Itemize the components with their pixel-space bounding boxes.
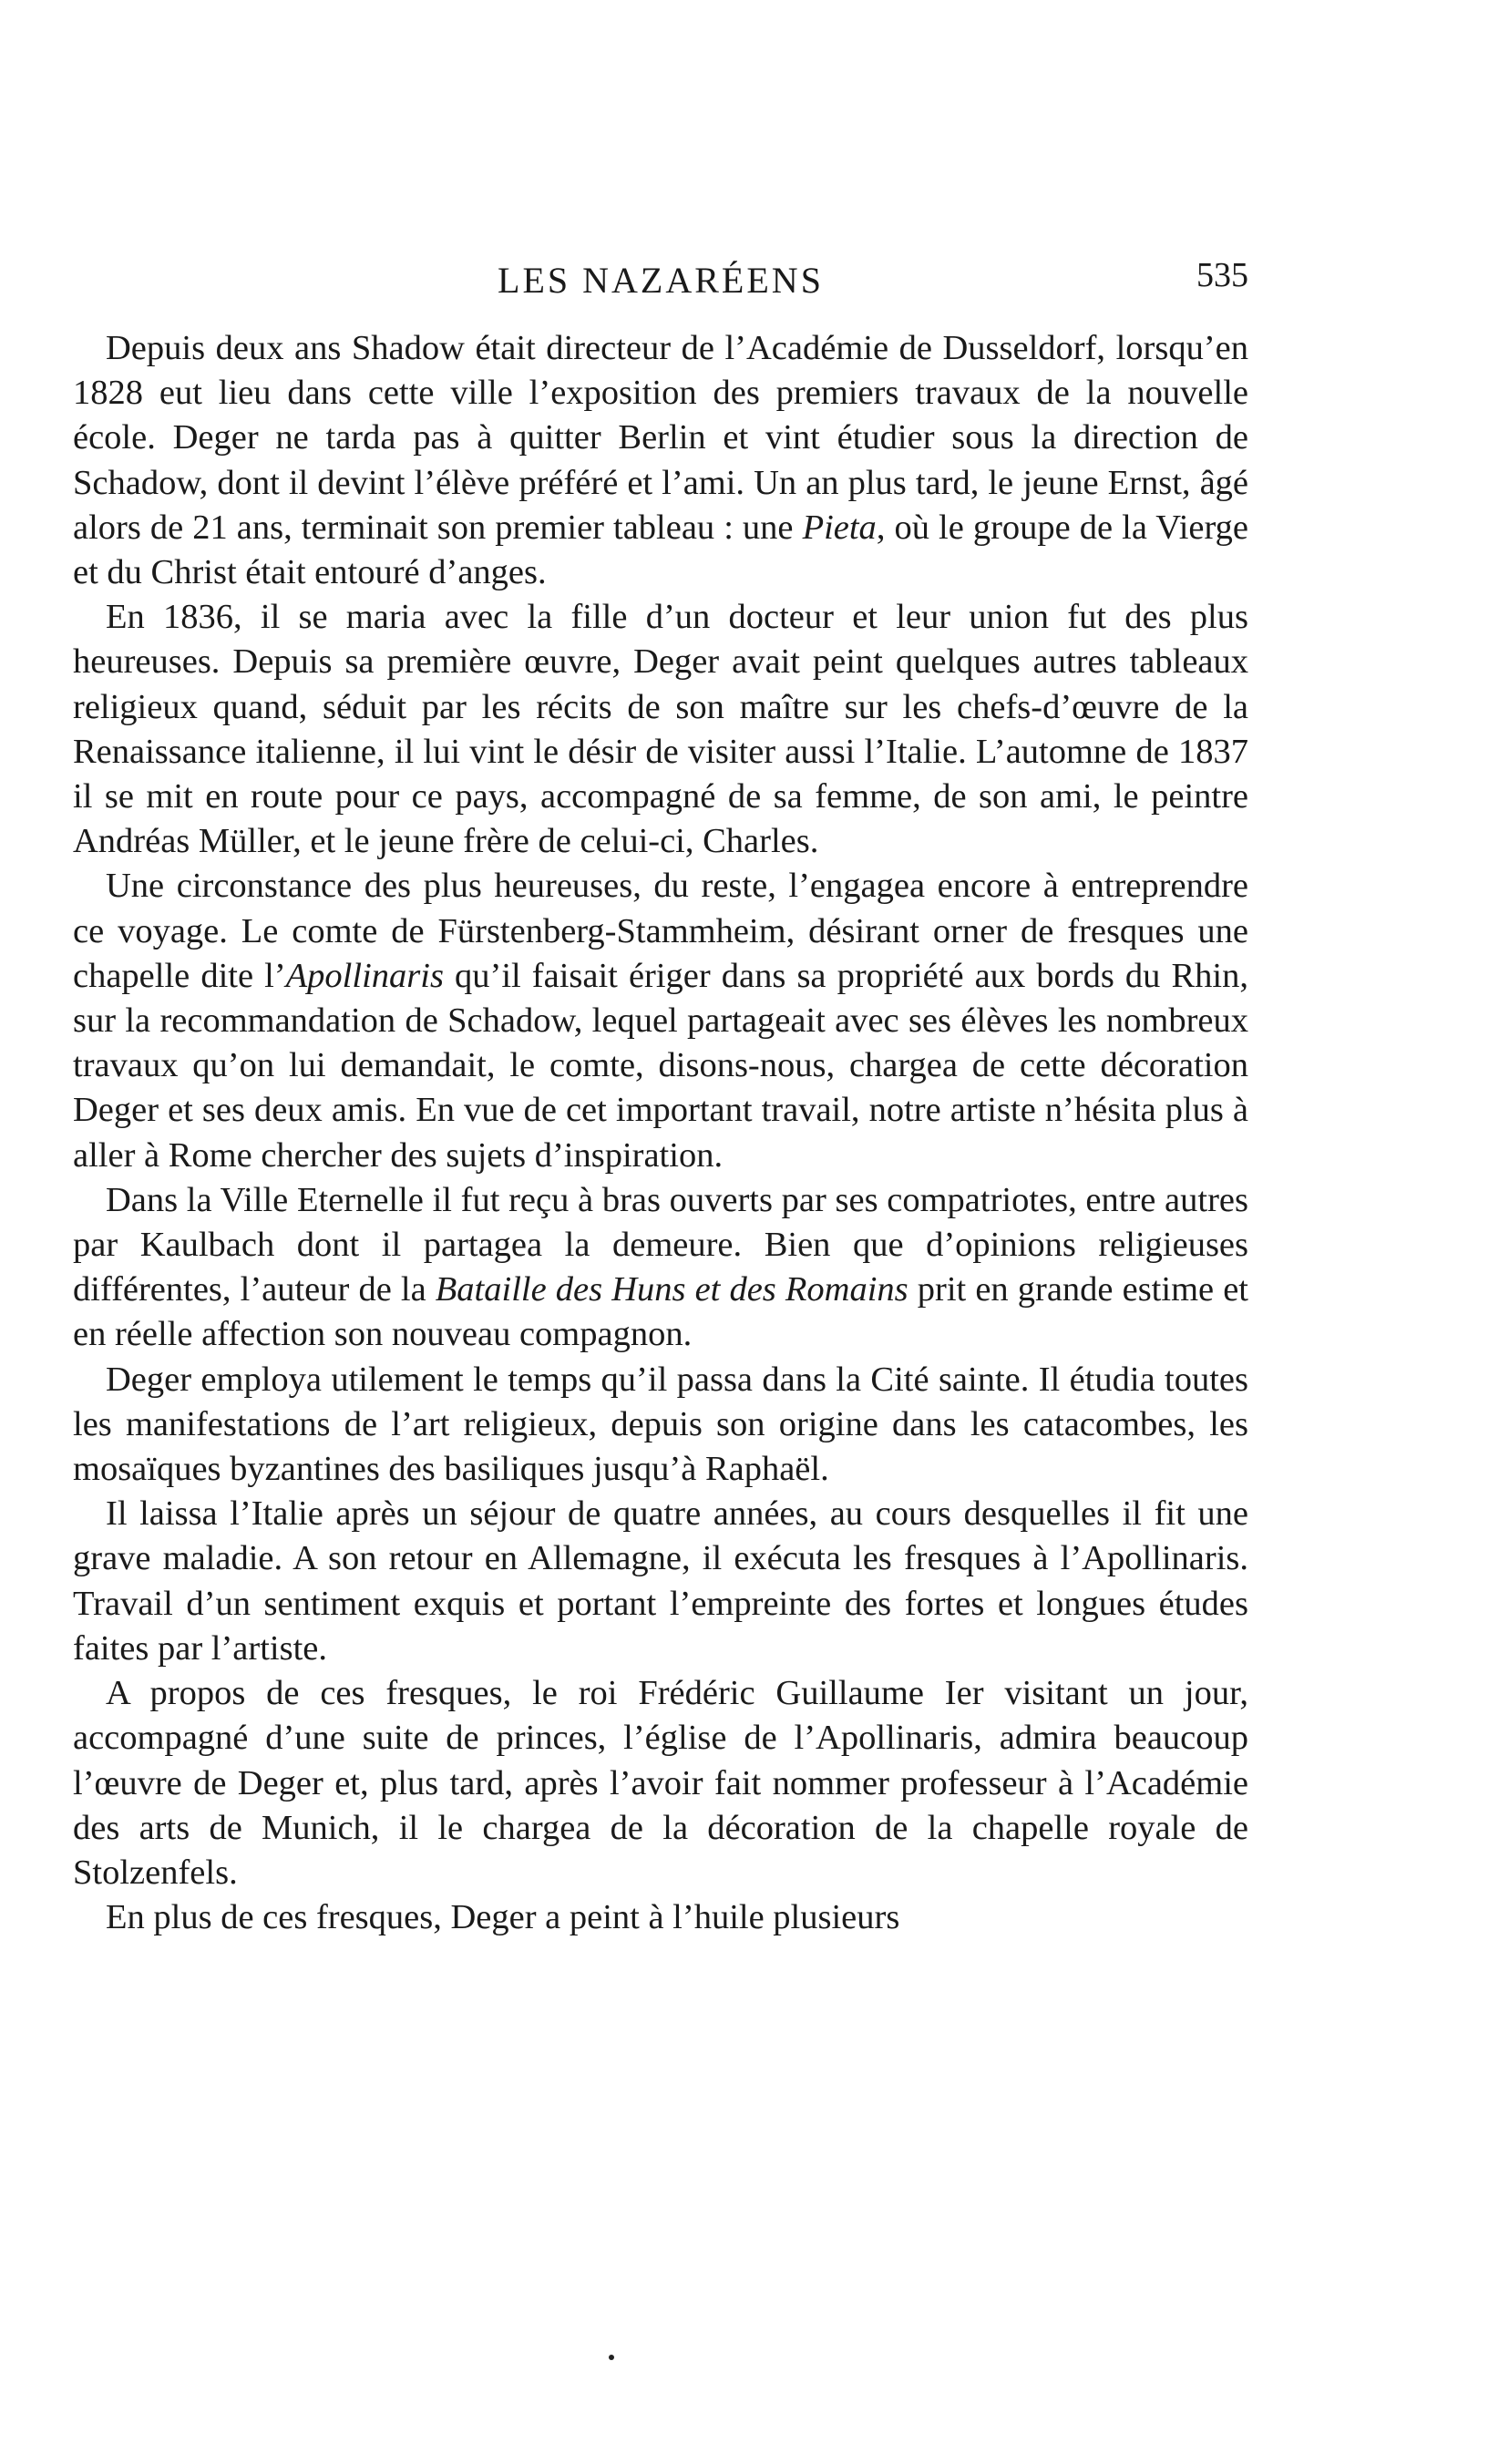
- paragraph-5: Deger employa utilement le temps qu’il passa dans la Cité sainte. Il étudia toutes les manifestations de l’art religieux, depuis son origine dans les catacombes, les mosaïques byzantines des basiliques jusqu’à Raphaël.: [73, 1360, 1248, 1489]
- paragraph-8: En plus de ces fresques, Deger a peint à l’huile plusieurs: [106, 1898, 900, 1937]
- running-head: [73, 255, 1248, 310]
- paragraph-3: Une circonstance des plus heureuses, du reste, l’engagea encore à entreprendre ce voyage. Le comte de Fürstenberg-Stammheim, désirant orner de fresques une chapelle dite l’Apollinaris qu’il faisait ériger dans sa propriété aux bords du Rhin, sur la recommandation de Schadow, lequel partageait avec ses élèves les nombreux travaux qu’on lui demandait, le comte, disons-nous, chargea de cette décoration Deger et ses deux amis. En vue de cet important travail, notre artiste n’hésita plus à aller à Rome chercher des sujets d’inspiration.: [73, 867, 1248, 1175]
- paragraph-1: Depuis deux ans Shadow était directeur de l’Académie de Dusseldorf, lorsqu’en 1828 eut lieu dans cette ville l’exposition des premiers travaux de la nouvelle école. Deger ne tarda pas à quitter Berlin et vint étudier sous la direction de Schadow, dont il devint l’élève préféré et l’ami. Un an plus tard, le jeune Ernst, âgé alors de 21 ans, terminait son premier tableau : une Pieta, où le groupe de la Vierge et du Christ était entouré d’anges.: [73, 329, 1248, 592]
- print-dot-mark: [609, 2355, 614, 2360]
- page-number: 535: [1196, 256, 1248, 294]
- body-text: [73, 326, 1248, 1940]
- paragraph-2: En 1836, il se maria avec la fille d’un docteur et leur union fut des plus heureuses. Depuis sa première œuvre, Deger avait peint quelques autres tableaux religieux quand, séduit par les récits de son maître sur les chefs-d’œuvre de la Renaissance italienne, il lui vint le désir de visiter aussi l’Italie. L’automne de 1837 il se mit en route pour ce pays, accompagné de sa femme, de son ami, le peintre Andréas Müller, et le jeune frère de celui-ci, Charles.: [73, 598, 1248, 861]
- paragraph-4: Dans la Ville Eternelle il fut reçu à bras ouverts par ses compatriotes, entre autres par Kaulbach dont il partagea la demeure. Bien que d’opinions religieuses différentes, l’auteur de la Bataille des Huns et des Romains prit en grande estime et en réelle affection son nouveau compagnon.: [73, 1180, 1248, 1354]
- paragraph-7: A propos de ces fresques, le roi Frédéric Guillaume Ier visitant un jour, accompagné d’une suite de princes, l’église de l’Apollinaris, admira beaucoup l’œuvre de Deger et, plus tard, après l’avoir fait nommer professeur à l’Académie des arts de Munich, il le chargea de la décoration de la chapelle royale de Stolzenfels.: [73, 1674, 1248, 1892]
- paragraph-6: Il laissa l’Italie après un séjour de quatre années, au cours desquelles il fit une grave maladie. A son retour en Allemagne, il exécuta les fresques à l’Apollinaris. Travail d’un sentiment exquis et portant l’empreinte des fortes et longues études faites par l’artiste.: [73, 1494, 1248, 1668]
- running-title: LES NAZARÉENS: [498, 260, 824, 301]
